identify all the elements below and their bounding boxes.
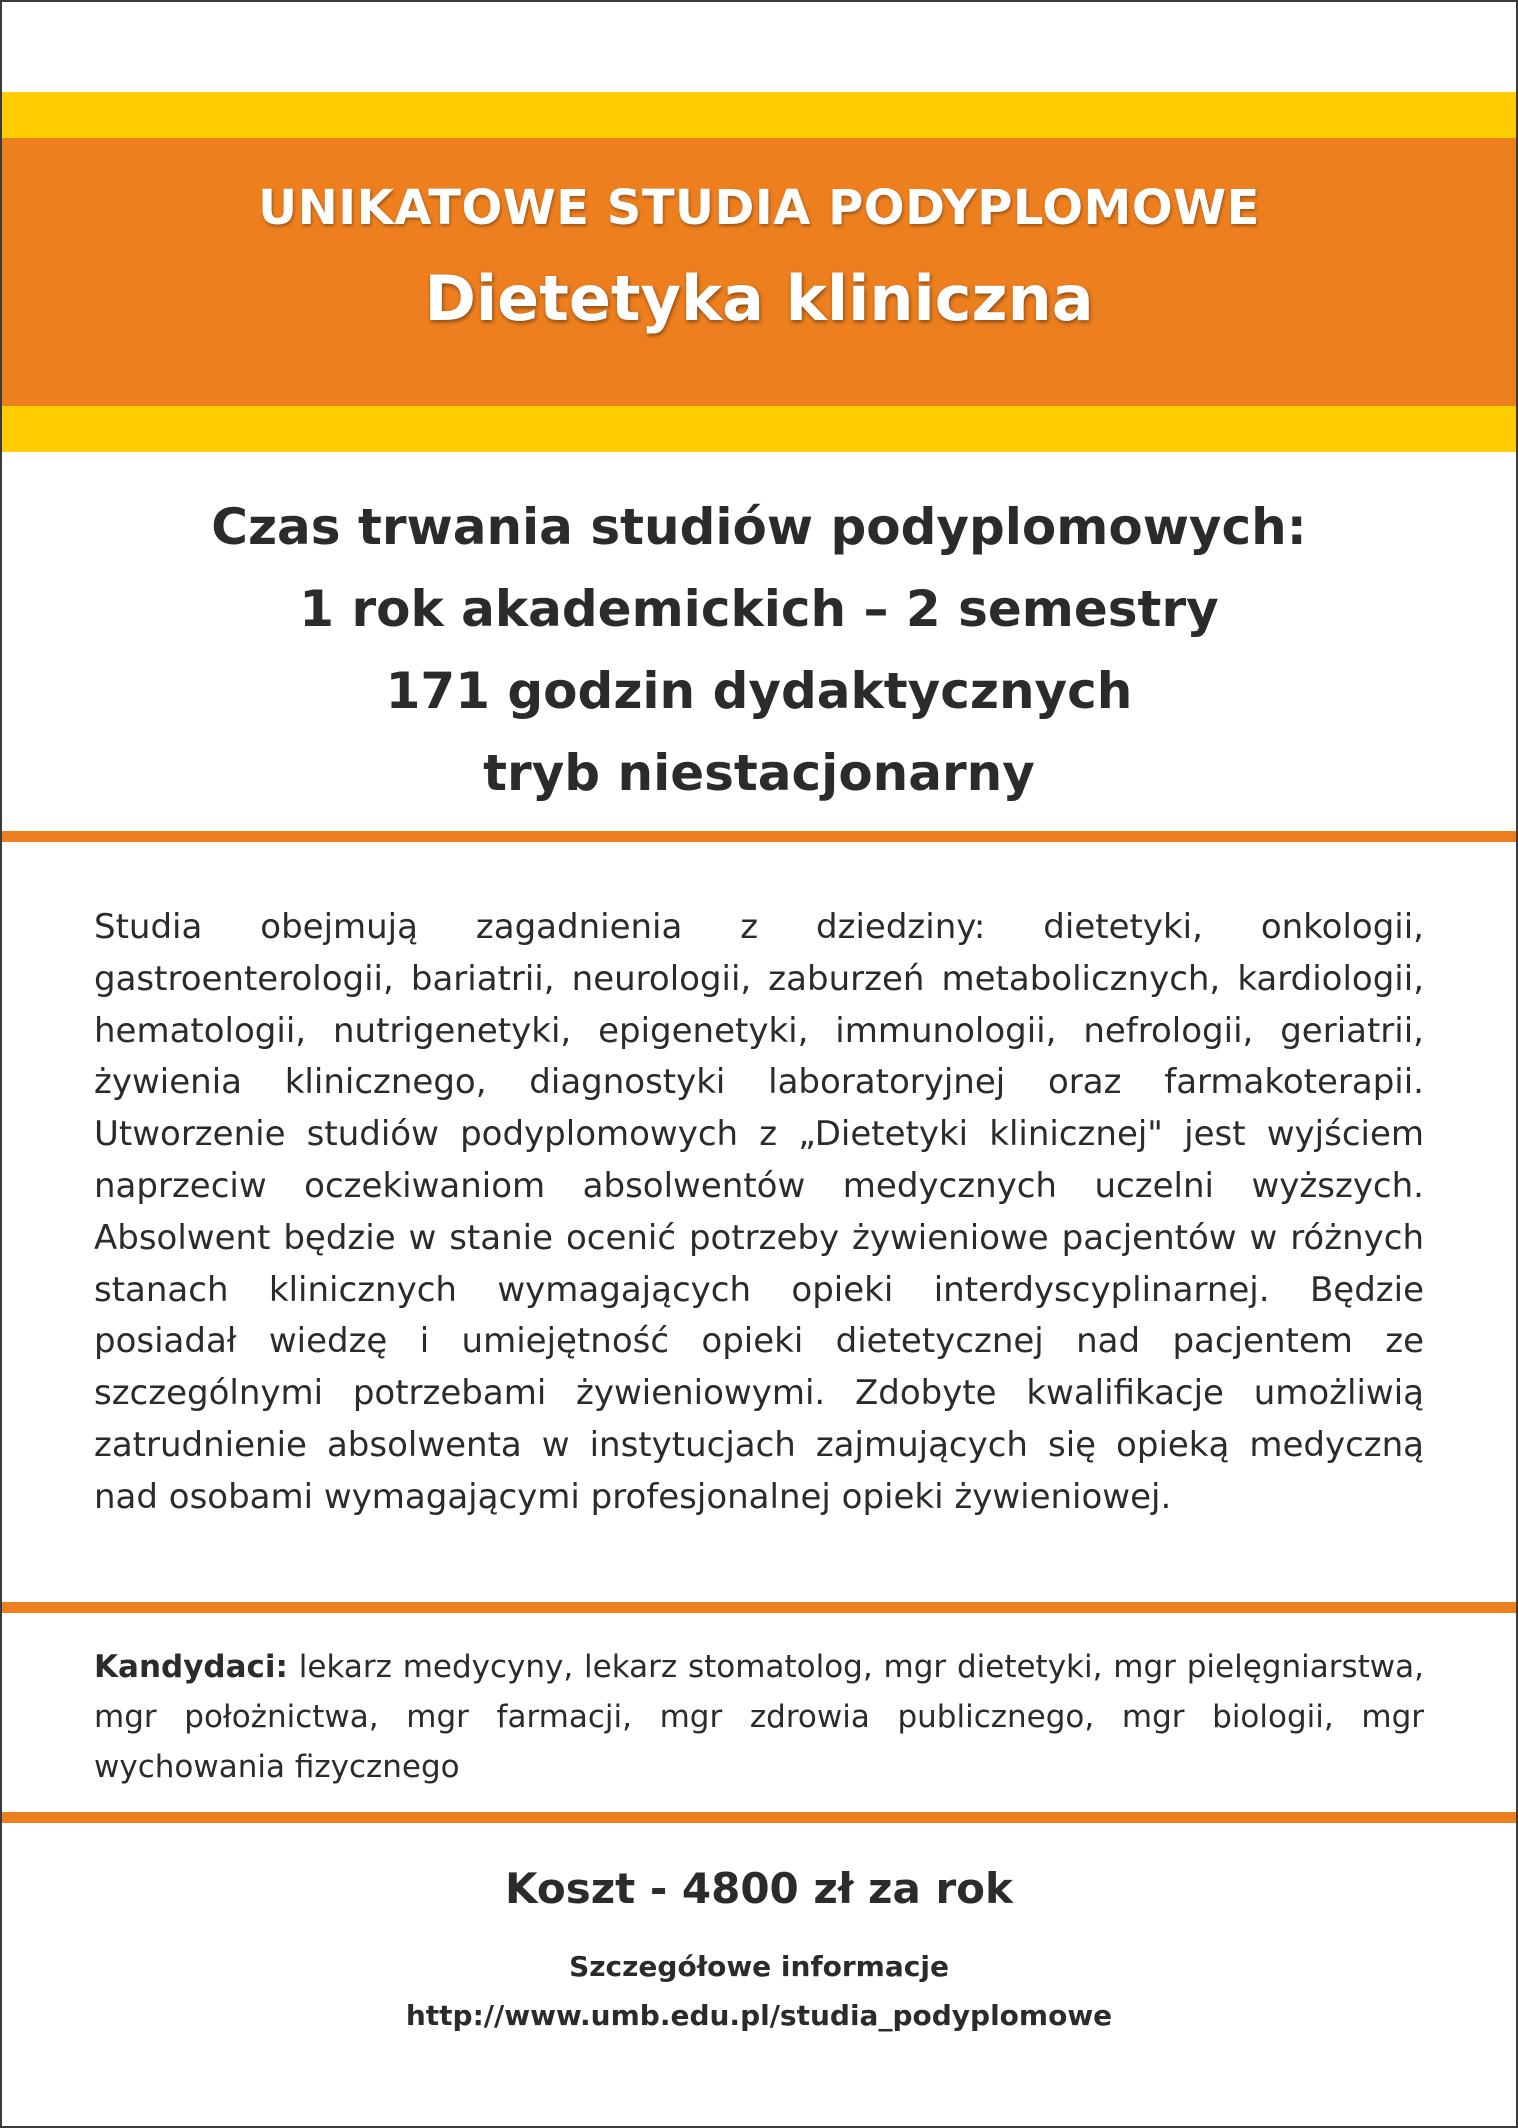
- duration-line: 1 rok akademickich – 2 semestry: [299, 580, 1219, 638]
- duration-line: 171 godzin dydaktycznych: [385, 662, 1133, 720]
- cost-text: Koszt - 4800 zł za rok: [505, 1864, 1013, 1913]
- details-url: http://www.umb.edu.pl/studia_podyplomowe: [405, 1999, 1113, 2032]
- header-subtitle: UNIKATOWE STUDIA PODYPLOMOWE: [258, 180, 1260, 236]
- duration-line: Czas trwania studiów podyplomowych:: [211, 498, 1307, 556]
- yellow-band-bottom: [2, 406, 1516, 452]
- divider: [2, 1812, 1516, 1823]
- details-label: Szczegółowe informacje: [569, 1950, 949, 1983]
- header-title: Dietetyka kliniczna: [424, 262, 1094, 335]
- candidates-text: lekarz medycyny, lekarz stomatolog, mgr dietetyki, mgr pielęgniarstwa, mgr położnictwa, mgr farmacji, mgr zdrowia publicznego, mgr biologii, mgr wychowania fizycznego: [94, 1649, 1424, 1785]
- yellow-band-top: [2, 92, 1516, 138]
- candidates-label: Kandydaci:: [94, 1649, 288, 1685]
- divider: [2, 831, 1516, 842]
- candidates-section: [94, 1642, 1424, 1792]
- duration-block: [2, 486, 1516, 814]
- duration-line: tryb niestacjonarny: [483, 744, 1035, 802]
- description-paragraph: Studia obejmują zagadnienia z dziedziny: dietetyki, onkologii, gastroenterologii, bariatrii, neurologii, zaburzeń metabolicznych, kardiologii, hematologii, nutrigenetyki, epigenetyki, immunologii, nefrologii, geriatrii, żywienia klinicznego, diagnostyki laboratoryjnej oraz farmakoterapii. Utworzenie studiów podyplomowych z „Dietetyki klinicznej" jest wyjściem naprzeciw oczekiwaniom absolwentów medycznych uczelni wyższych. Absolwent będzie w stanie ocenić potrzeby żywieniowe pacjentów w różnych stanach klinicznych wymagających opieki interdyscyplinarnej. Będzie posiadał wiedzę i umiejętność opieki dietetycznej nad pacjentem ze szczególnymi potrzebami żywieniowymi. Zdobyte kwalifikacje umożliwią zatrudnienie absolwenta w instytucjach zajmujących się opieką medyczną nad osobami wymagającymi profesjonalnej opieki żywieniowej.: [94, 907, 1424, 1517]
- header-banner: [2, 138, 1516, 406]
- divider: [2, 1602, 1516, 1613]
